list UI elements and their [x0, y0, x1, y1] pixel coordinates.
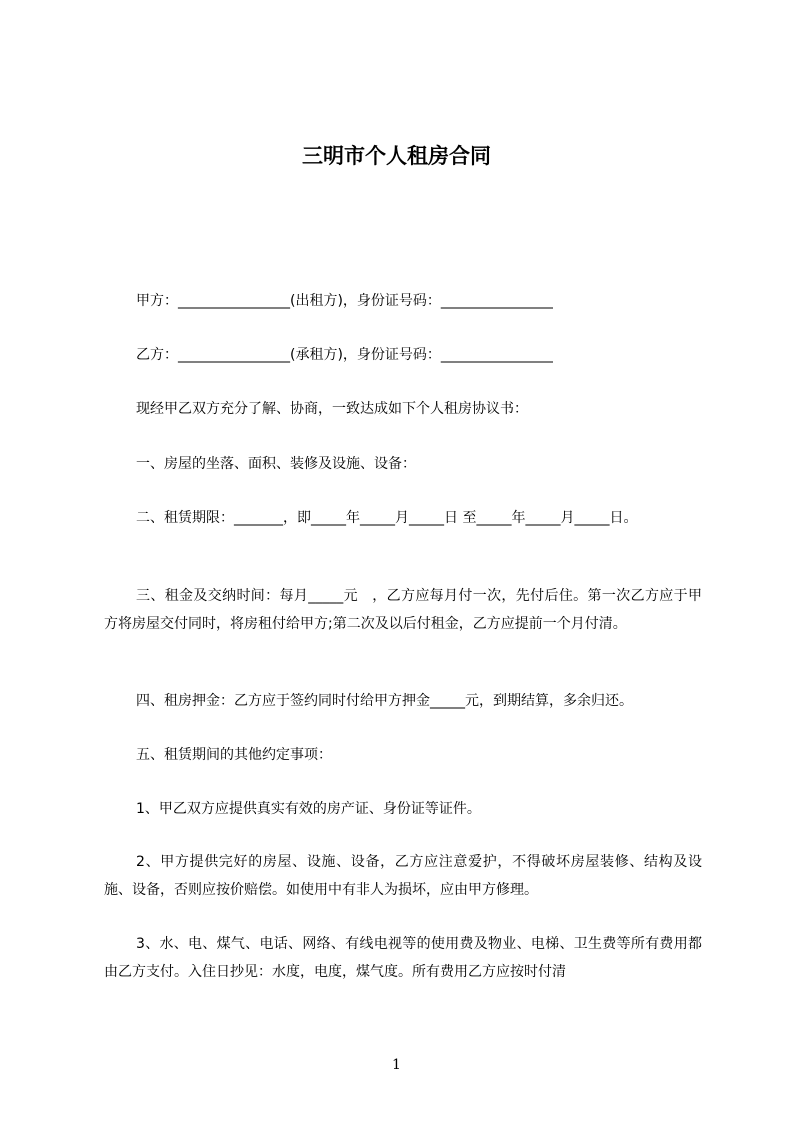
page-number: 1: [392, 1057, 401, 1073]
item-2-paragraph: 2、甲方提供完好的房屋、设施、设备，乙方应注意爱护，不得破坏房屋装修、结构及设施、设备，否则应按价赔偿。如使用中有非人为损坏，应由甲方修理。: [104, 854, 702, 898]
document-title: 三明市个人租房合同: [302, 144, 491, 168]
section-3-paragraph: 三、租金及交纳时间：每月_____元 ，乙方应每月付一次，先付后住。第一次乙方应于甲方将房屋交付同时，将房租付给甲方;第二次及以后付租金，乙方应提前一个月付清。: [104, 588, 702, 632]
item-1-line: 1、甲乙双方应提供真实有效的房产证、身份证等证件。: [136, 801, 481, 817]
intro-line: 现经甲乙双方充分了解、协商，一致达成如下个人租房协议书：: [136, 401, 528, 417]
party-a-line: 甲方：________________(出租方)，身份证号码：________________: [136, 293, 553, 309]
section-4-line: 四、租房押金：乙方应于签约同时付给甲方押金_____元，到期结算，多余归还。: [136, 693, 633, 709]
section-5-heading: 五、租赁期间的其他约定事项：: [136, 747, 332, 763]
section-1-heading: 一、房屋的坐落、面积、装修及设施、设备：: [136, 456, 416, 472]
party-b-line: 乙方：________________(承租方)，身份证号码：________________: [136, 347, 553, 363]
item-3-paragraph: 3、水、电、煤气、电话、网络、有线电视等的使用费及物业、电梯、卫生费等所有费用都由乙方支付。入住日抄见：水度，电度，煤气度。所有费用乙方应按时付清: [104, 936, 702, 980]
section-2-paragraph: 二、租赁期限：_______，即_____年_____月_____日 至_____年_____月_____日。: [136, 510, 638, 526]
